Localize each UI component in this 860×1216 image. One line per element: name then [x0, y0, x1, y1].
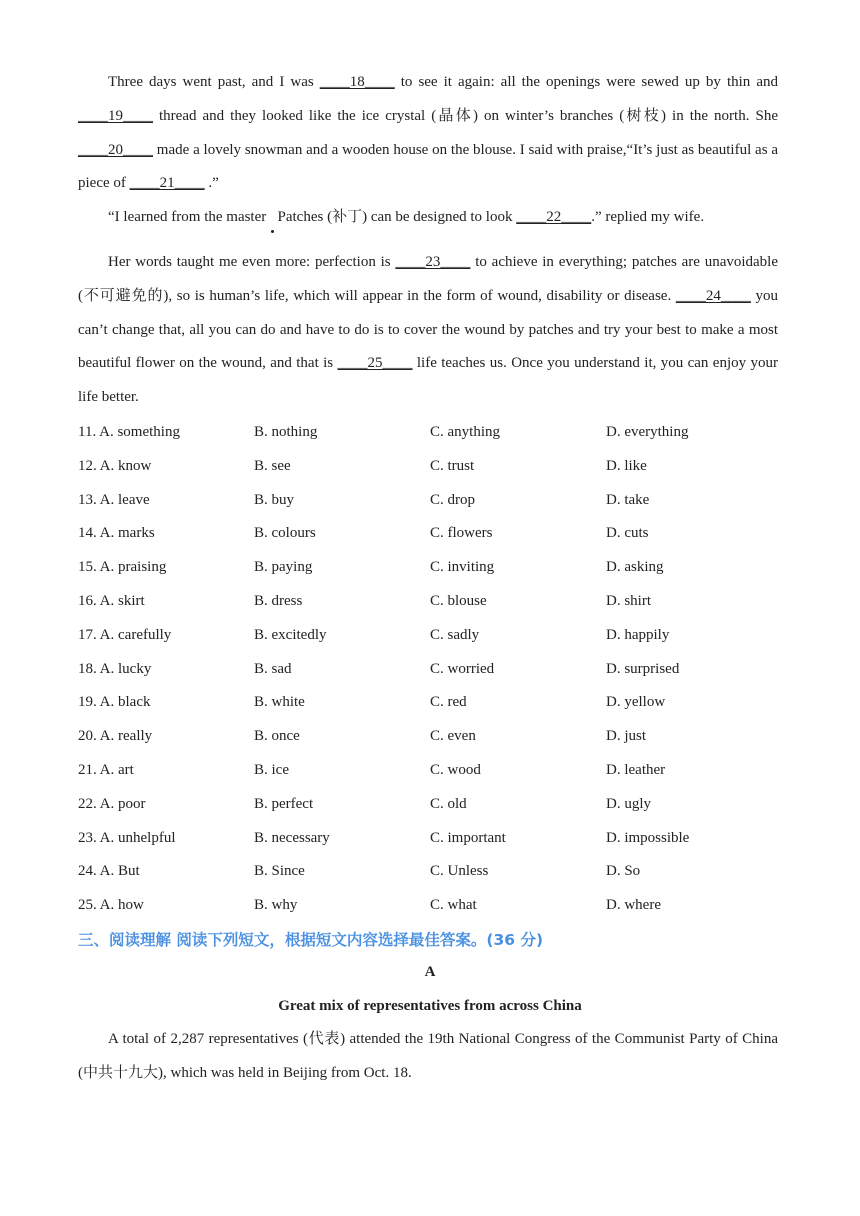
option-choice: D. leather — [606, 761, 666, 778]
option-choice: C. worried — [430, 660, 495, 677]
option-choice: B. ice — [254, 761, 289, 778]
article-body: A total of 2,287 representatives (代表) attended the 19th National Congress of the Communist Party of China (中共十九大), which was held in Beijing from Oct. 18. — [78, 1031, 778, 1081]
option-choice: D. asking — [606, 559, 664, 576]
option-row — [78, 686, 798, 720]
option-choice: C. inviting — [430, 559, 495, 576]
option-choice: 23. A. unhelpful — [78, 829, 176, 846]
option-choice: D. happily — [606, 626, 670, 643]
blank-23: ____23____ — [395, 254, 471, 270]
option-choice: C. important — [430, 829, 506, 846]
option-row — [78, 822, 798, 856]
option-choice: C. what — [430, 897, 477, 914]
option-choice: B. perfect — [254, 795, 314, 812]
option-choice: C. blouse — [430, 592, 487, 609]
option-choice: 20. A. really — [78, 728, 153, 745]
option-row — [78, 788, 798, 822]
option-choice: 13. A. leave — [78, 491, 150, 508]
option-row — [78, 551, 798, 585]
option-choice: B. nothing — [254, 424, 318, 440]
option-choice: D. like — [606, 457, 647, 474]
option-choice: D. ugly — [606, 795, 651, 812]
option-choice: D. take — [606, 491, 650, 508]
option-choice: B. Since — [254, 863, 305, 880]
text-run: “I learned from the master Patches (补丁) can be designed to look — [108, 209, 517, 225]
option-choice: 12. A. know — [78, 457, 152, 474]
blank-20: ____20____ — [78, 141, 153, 158]
option-choice: D. where — [606, 897, 661, 914]
option-row — [78, 720, 798, 754]
option-choice: 22. A. poor — [78, 795, 146, 812]
blank-22: ____22____ — [516, 209, 592, 225]
article-title: Great mix of representatives from across China — [278, 998, 582, 1014]
option-choice: B. necessary — [254, 829, 330, 846]
paragraph-blanks-23-25 — [78, 246, 778, 415]
section-heading: 三、阅读理解 阅读下列短文，根据短文内容选择最佳答案。(36 分) — [78, 931, 544, 949]
option-choice: D. everything — [606, 424, 689, 440]
option-choice: B. colours — [254, 525, 316, 542]
option-choice: C. flowers — [430, 525, 493, 542]
option-row — [78, 484, 798, 518]
option-choice: B. white — [254, 694, 305, 711]
text-run: .” — [204, 175, 219, 192]
option-choice: C. wood — [430, 761, 481, 778]
option-choice: C. Unless — [430, 863, 489, 880]
option-choice: B. excitedly — [254, 626, 327, 643]
option-choice: D. impossible — [606, 829, 690, 846]
text-run: made a lovely snowman and a wooden house on the blouse. I said with praise,“It’s just as beautiful as a piece of — [78, 141, 778, 192]
text-run: life teaches us. Once you understand it, you can enjoy your life better. — [78, 355, 778, 406]
paragraph-blanks-18-21 — [78, 66, 778, 201]
option-choice: 21. A. art — [78, 761, 134, 778]
blank-18: ____18____ — [319, 74, 395, 90]
option-row — [78, 855, 798, 889]
option-choice: D. yellow — [606, 694, 666, 711]
option-choice: C. drop — [430, 491, 475, 508]
option-choice: B. once — [254, 728, 300, 745]
text-run: you can’t change that, all you can do and have to do is to cover the wound by patches and try your best to make a most beautiful flower on the wound, and that is — [78, 287, 779, 372]
option-choice: 16. A. skirt — [78, 592, 145, 609]
option-choice: 14. A. marks — [78, 525, 155, 542]
text-run: .” replied my wife. — [591, 209, 705, 225]
option-choice: 17. A. carefully — [78, 626, 172, 643]
text-run: Her words taught me even more: perfection is — [108, 254, 396, 270]
option-row — [78, 416, 798, 450]
blank-19: ____19____ — [78, 107, 153, 124]
option-choice: B. why — [254, 897, 298, 914]
option-row — [78, 754, 798, 788]
option-row — [78, 619, 798, 653]
option-choice: C. old — [430, 795, 467, 812]
option-choice: 11. A. something — [78, 424, 180, 440]
option-choice: D. cuts — [606, 525, 649, 542]
option-choice: C. even — [430, 728, 476, 745]
blank-24: ____24____ — [675, 287, 751, 304]
blank-25: ____25____ — [337, 355, 413, 372]
option-row — [78, 517, 798, 551]
option-choice: 18. A. lucky — [78, 660, 152, 677]
option-row — [78, 585, 798, 619]
option-choice: D. just — [606, 728, 647, 745]
part-letter: A — [424, 964, 436, 980]
option-choice: C. anything — [430, 424, 500, 440]
option-choice: 25. A. how — [78, 897, 144, 914]
option-choice: D. shirt — [606, 592, 651, 609]
option-choice: D. surprised — [606, 660, 680, 677]
option-choice: D. So — [606, 863, 641, 880]
option-choice: B. see — [254, 457, 291, 474]
option-choice: 19. A. black — [78, 694, 151, 711]
option-choice: 24. A. But — [78, 863, 140, 880]
option-choice: C. sadly — [430, 626, 480, 643]
emphasis-dot — [271, 230, 274, 233]
option-choice: B. paying — [254, 559, 313, 576]
option-row — [78, 889, 798, 923]
option-choice: 15. A. praising — [78, 559, 167, 576]
answer-options — [78, 416, 798, 923]
blank-21: ____21____ — [129, 175, 205, 192]
option-choice: C. red — [430, 694, 467, 711]
option-choice: B. dress — [254, 592, 303, 609]
option-choice: C. trust — [430, 457, 475, 474]
text-run: Three days went past, and I was — [108, 74, 320, 90]
paragraph-blank-22 — [78, 201, 778, 235]
text-run: thread and they looked like the ice crystal (晶体) on winter’s branches (树枝) in the north. She — [153, 107, 778, 124]
option-choice: B. sad — [254, 660, 292, 677]
option-row — [78, 653, 798, 687]
text-run: to achieve in everything; patches are unavoidable (不可避免的), so is human’s life, which will appear in the form of wound, disability or disease. — [78, 254, 779, 304]
option-choice: B. buy — [254, 491, 295, 508]
text-run: to see it again: all the openings were sewed up by thin and — [394, 74, 778, 90]
option-row — [78, 450, 798, 484]
